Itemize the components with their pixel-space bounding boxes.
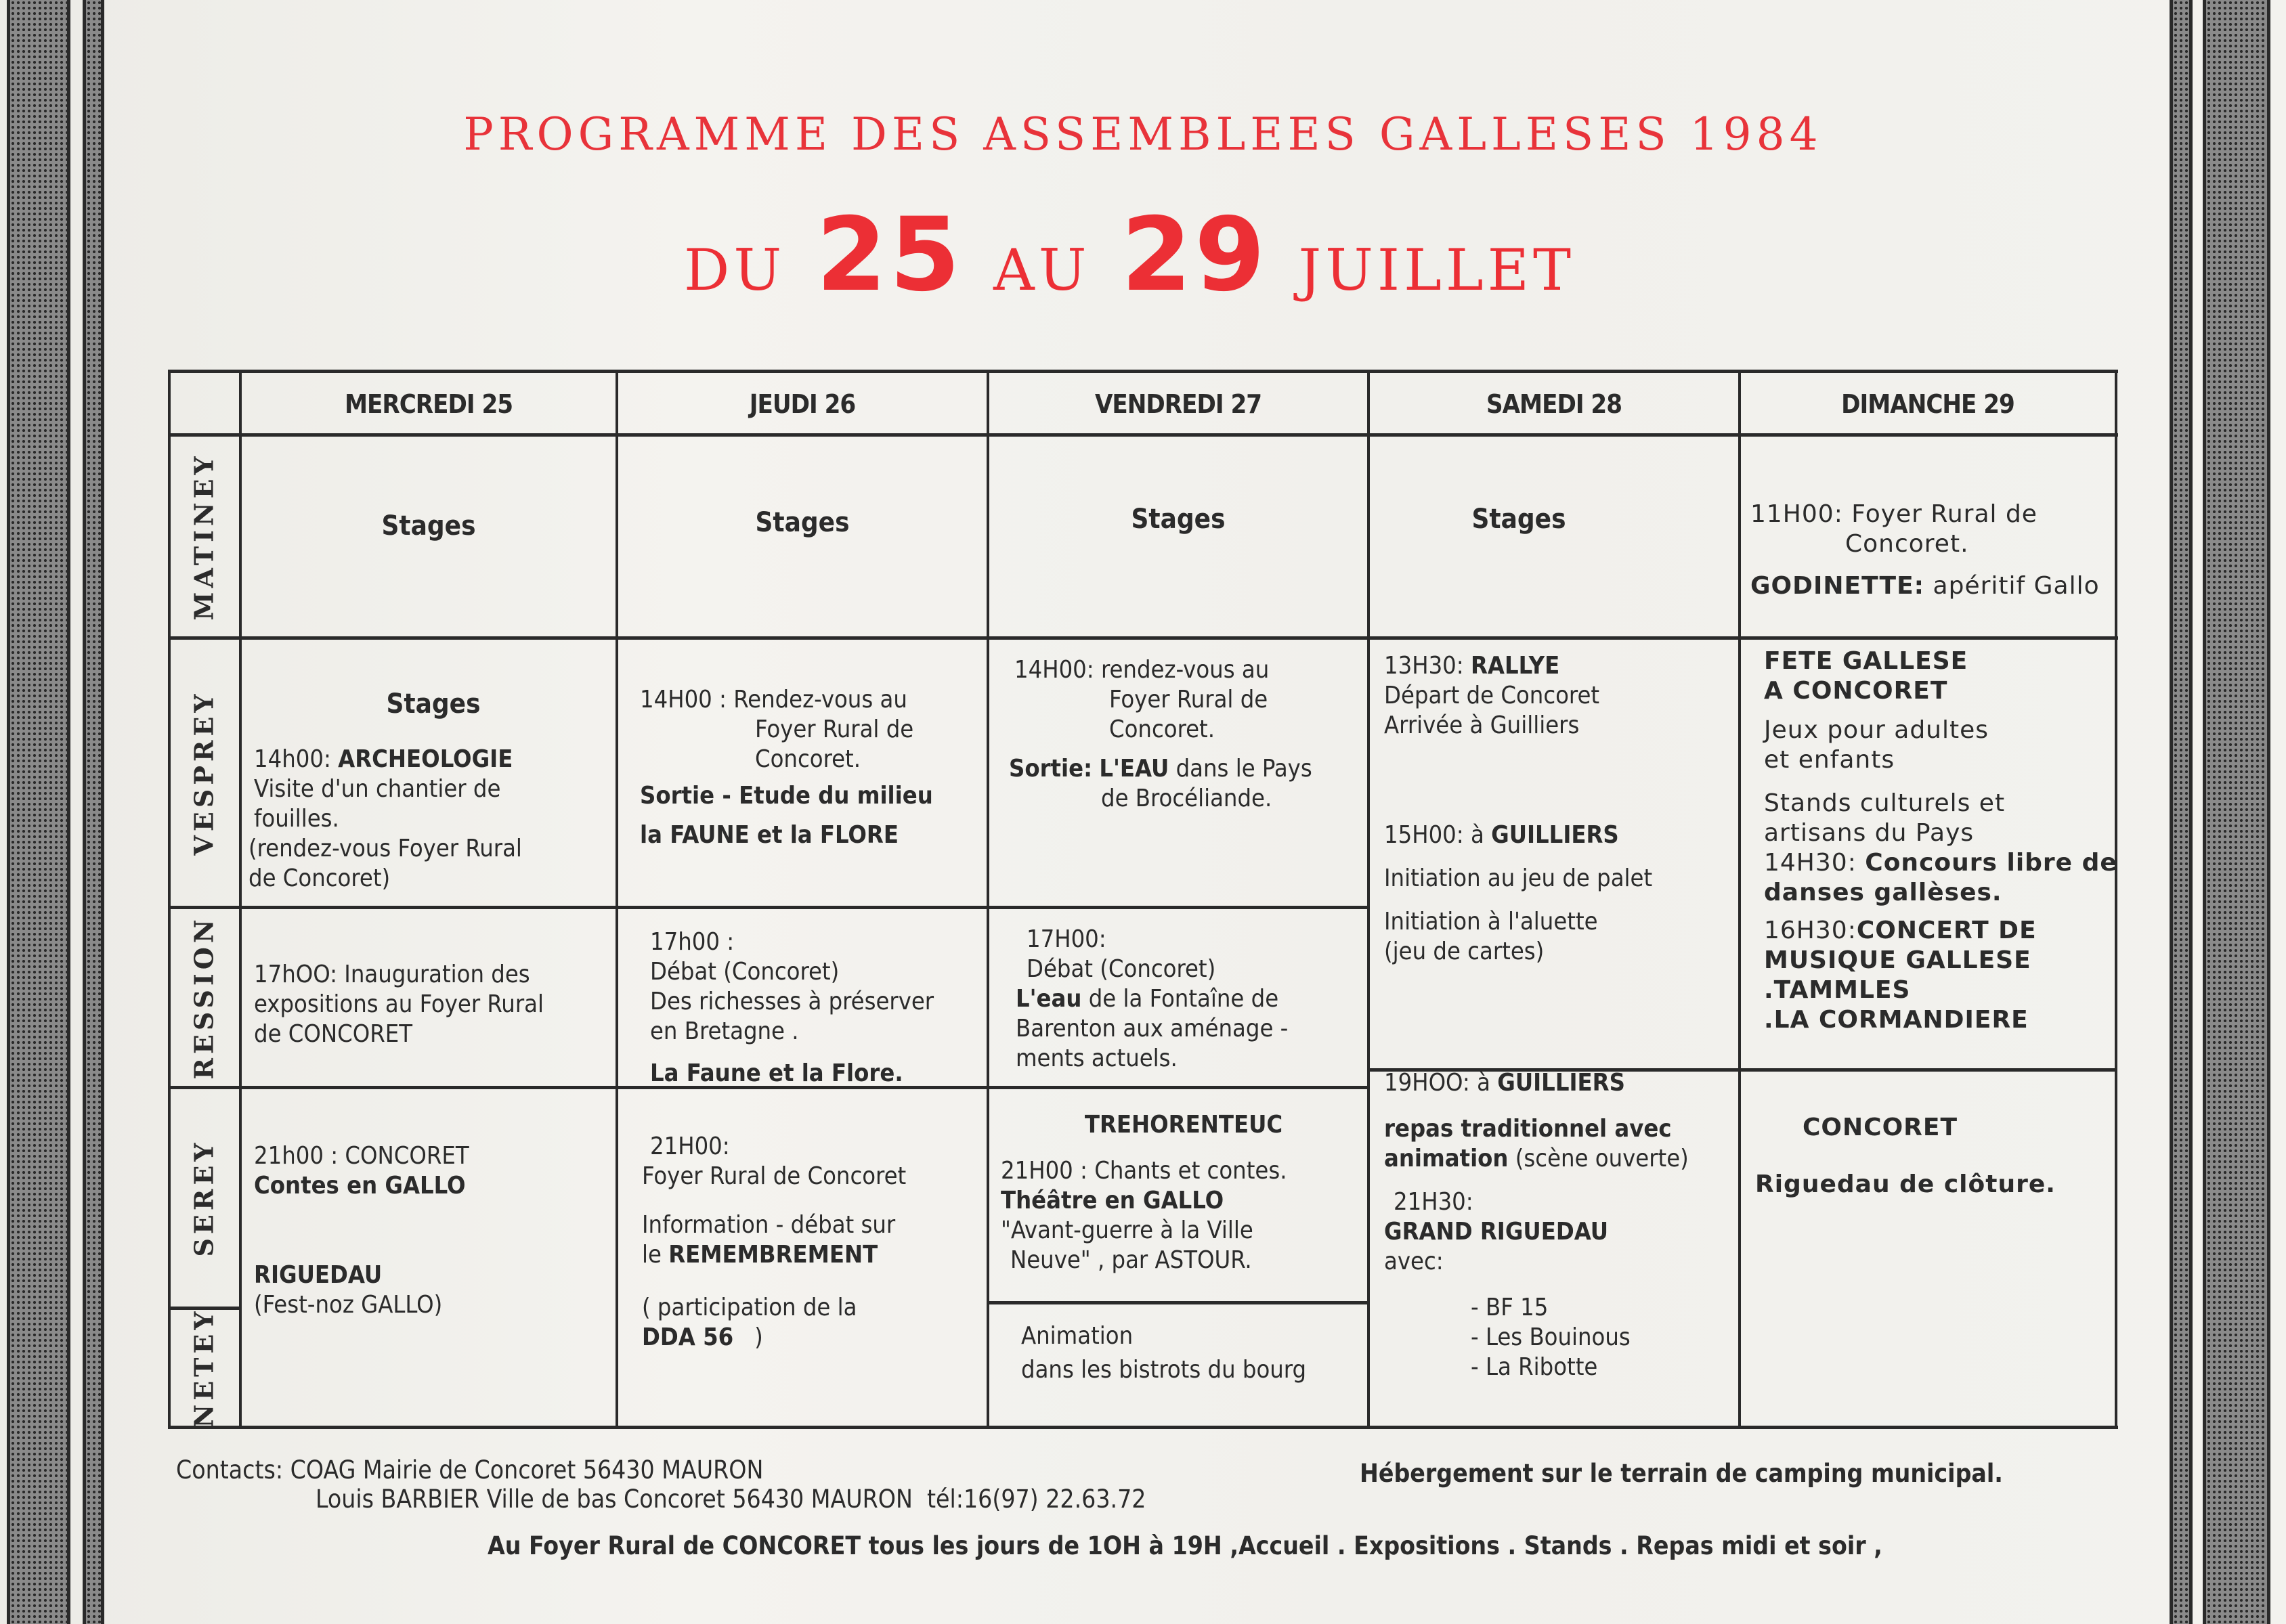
text: (rendez-vous Foyer Rural xyxy=(249,835,522,862)
text: RIGUEDAU xyxy=(254,1261,383,1289)
col-line-4 xyxy=(1738,370,1741,1429)
footer-lodging: Hébergement sur le terrain de camping municipal. xyxy=(1360,1459,2003,1488)
cell-vesprey-dimanche xyxy=(1764,646,2116,1035)
text: Information - débat sur xyxy=(642,1211,896,1239)
place: CONCORET xyxy=(1803,1114,1958,1141)
cell-serey-dimanche xyxy=(1755,1113,2114,1200)
text: Des richesses à préserver xyxy=(650,988,934,1015)
text: Concoret. xyxy=(1845,530,1969,558)
text: Foyer Rural de Concoret xyxy=(642,1162,907,1190)
band: .LA CORMANDIERE xyxy=(1764,1006,2029,1034)
text: Visite d'un chantier de xyxy=(254,775,501,803)
event: GUILLIERS xyxy=(1497,1069,1625,1097)
text: animation xyxy=(1384,1145,1509,1172)
text: (Fest-noz GALLO) xyxy=(254,1291,443,1319)
text: artisans du Pays xyxy=(1764,819,1975,847)
sortie-label: Sortie: xyxy=(1009,755,1093,783)
poster-title: PROGRAMME DES ASSEMBLEES GALLESES 1984 xyxy=(463,108,1823,160)
text: de Concoret) xyxy=(249,864,391,892)
day-header-vendredi: VENDREDI 27 xyxy=(1094,389,1262,419)
text: Départ de Concoret xyxy=(1384,682,1600,709)
heading: FETE GALLESE xyxy=(1764,647,1968,675)
table-border-bottom xyxy=(168,1426,2118,1429)
period-label-vesprey xyxy=(168,640,240,906)
heading: Stages xyxy=(386,688,481,720)
contact: COAG Mairie de Concoret 56430 MAURON xyxy=(290,1455,764,1485)
theme: la FAUNE et la FLORE xyxy=(640,821,899,849)
theme: La Faune et la Flore. xyxy=(650,1059,903,1087)
title-du: DU xyxy=(683,237,786,303)
cell-netey-vendredi xyxy=(1021,1321,1366,1385)
title-end-day: 29 xyxy=(1121,196,1268,314)
cell-ression-vendredi xyxy=(1016,925,1364,1074)
time: 16H30: xyxy=(1764,917,1857,944)
text: Barenton aux aménage - xyxy=(1016,1015,1289,1043)
place: TREHORENTEUC xyxy=(1084,1111,1283,1139)
text: 17hOO: Inauguration des xyxy=(254,961,530,988)
sortie: Sortie - Etude du milieu xyxy=(640,782,933,810)
time: 19HOO: à xyxy=(1384,1069,1490,1097)
time: 14h00: xyxy=(254,745,331,773)
godinette-label: GODINETTE: xyxy=(1750,572,1925,600)
text: repas traditionnel avec xyxy=(1384,1115,1672,1143)
text: dans le Pays xyxy=(1176,755,1312,783)
cell-vesprey-jeudi xyxy=(640,685,985,850)
text: de Brocéliande. xyxy=(1101,785,1272,812)
event: RALLYE xyxy=(1470,652,1560,680)
time: 17H00: xyxy=(1027,925,1106,953)
band-list xyxy=(1384,1293,1736,1382)
period-label-matiney xyxy=(168,437,240,636)
text: Débat (Concoret) xyxy=(1027,955,1216,983)
time: 14H00: xyxy=(1014,656,1094,684)
text: Initiation au jeu de palet xyxy=(1384,864,1653,892)
footer-daily-info: Au Foyer Rural de CONCORET tous les jours de 1OH à 19H ,Accueil . Expositions . Stands . Repas midi et soir , xyxy=(488,1531,1882,1560)
band: - BF 15 xyxy=(1471,1294,1549,1321)
text: rendez-vous au xyxy=(1100,656,1270,684)
text: Neuve" , par ASTOUR. xyxy=(1010,1246,1252,1274)
title-start-day: 25 xyxy=(816,196,963,314)
time: 21H30: xyxy=(1394,1188,1473,1216)
text: "Avant-guerre à la Ville xyxy=(1001,1216,1253,1244)
text: expositions au Foyer Rural xyxy=(254,990,544,1018)
contacts-label: Contacts: xyxy=(176,1455,284,1485)
text: Riguedau de clôture. xyxy=(1755,1170,2056,1198)
period-label-serey xyxy=(168,1089,240,1307)
text: dans les bistrots du bourg xyxy=(1021,1356,1307,1384)
period-text: MATINEY xyxy=(189,452,220,621)
day-header-jeudi: JEUDI 26 xyxy=(749,389,856,419)
event: GUILLIERS xyxy=(1491,821,1619,849)
text: Stands culturels et xyxy=(1764,789,2006,817)
text: de CONCORET xyxy=(254,1020,412,1048)
event: MUSIQUE GALLESE xyxy=(1764,946,2031,974)
period-text: SEREY xyxy=(189,1139,220,1257)
text: Chants et contes. xyxy=(1094,1157,1287,1185)
event: CONCERT DE xyxy=(1856,917,2037,944)
cell-serey-jeudi xyxy=(642,1132,987,1353)
cell-ression-jeudi xyxy=(650,927,989,1089)
footer-contact-2 xyxy=(316,1485,1146,1514)
text: avec: xyxy=(1384,1248,1444,1275)
period-label-ression xyxy=(168,909,240,1086)
text: et enfants xyxy=(1764,746,1895,774)
text: Concoret. xyxy=(1109,716,1215,743)
day-header-mercredi: MERCREDI 25 xyxy=(344,389,513,419)
cell-vesprey-samedi xyxy=(1384,651,1736,967)
sortie-bold: L'EAU xyxy=(1099,755,1169,783)
band: - La Ribotte xyxy=(1471,1353,1598,1381)
text: ments actuels. xyxy=(1016,1045,1178,1072)
text: Jeux pour adultes xyxy=(1764,716,1989,744)
cell-serey-vendredi xyxy=(1001,1110,1366,1275)
text: le xyxy=(642,1241,662,1269)
cell-matiney-mercredi: Stages xyxy=(381,510,476,542)
text: Foyer Rural de xyxy=(755,716,914,743)
text: Animation xyxy=(1021,1322,1134,1350)
vesprey-row-line xyxy=(168,906,1370,909)
cell-ression-mercredi xyxy=(254,960,620,1049)
text: Arrivée à Guilliers xyxy=(1384,711,1580,739)
bold-text: L'eau xyxy=(1016,985,1082,1013)
cell-vesprey-vendredi xyxy=(1009,655,1366,814)
heading: A CONCORET xyxy=(1764,677,1948,705)
text: (scène ouverte) xyxy=(1515,1145,1689,1172)
event: GRAND RIGUEDAU xyxy=(1384,1218,1608,1246)
contact: Louis BARBIER Ville de bas Concoret 56430 MAURON xyxy=(316,1485,913,1514)
time: 14H00 : xyxy=(640,686,727,714)
period-text: NETEY xyxy=(189,1307,220,1428)
phone: tél:16(97) 22.63.72 xyxy=(927,1485,1146,1514)
text: Rendez-vous au xyxy=(733,686,907,714)
title-month: JUILLET xyxy=(1298,237,1576,303)
band: .TAMMLES xyxy=(1764,976,1911,1004)
matiney-row-line xyxy=(168,636,2118,640)
text: Contes en GALLO xyxy=(254,1172,466,1200)
period-label-netey xyxy=(168,1307,240,1428)
text: de la Fontaîne de xyxy=(1088,985,1279,1013)
time: 14H30: xyxy=(1764,849,1857,877)
cell-serey-samedi xyxy=(1384,1068,1736,1382)
vendredi-netey-line xyxy=(987,1301,1369,1304)
text: Théâtre en GALLO xyxy=(1001,1187,1224,1214)
cell-serey-mercredi xyxy=(254,1141,613,1320)
event: danses gallèses. xyxy=(1764,879,2002,906)
time: 13H30: xyxy=(1384,652,1464,680)
time: 11H00: xyxy=(1750,500,1843,528)
cell-matiney-jeudi: Stages xyxy=(755,507,850,538)
footer-contact-1 xyxy=(176,1455,763,1485)
text: DDA 56 xyxy=(642,1323,734,1351)
text: en Bretagne . xyxy=(650,1017,799,1045)
cell-vesprey-mercredi xyxy=(249,688,613,894)
text: (jeu de cartes) xyxy=(1384,938,1545,965)
time: 17h00 : xyxy=(650,928,735,956)
cell-matiney-samedi: Stages xyxy=(1471,504,1566,535)
day-header-dimanche: DIMANCHE 29 xyxy=(1841,389,2014,419)
day-header-samedi: SAMEDI 28 xyxy=(1486,389,1622,419)
text: apéritif Gallo xyxy=(1933,572,2100,600)
remembrement: REMEMBREMENT xyxy=(668,1241,878,1269)
text: ) xyxy=(754,1323,763,1351)
text: Débat (Concoret) xyxy=(650,958,840,986)
date-range-title xyxy=(0,196,2286,314)
text: Initiation à l'aluette xyxy=(1384,908,1598,936)
period-text: RESSION xyxy=(189,915,219,1080)
event: ARCHEOLOGIE xyxy=(338,745,513,773)
cell-matiney-vendredi: Stages xyxy=(1131,504,1226,535)
time: 21H00 : xyxy=(1001,1157,1087,1185)
cell-matiney-dimanche xyxy=(1750,500,2116,601)
text: Foyer Rural de xyxy=(1851,500,2037,528)
period-text: VESPREY xyxy=(189,690,220,856)
text: ( participation de la xyxy=(642,1294,857,1321)
text: fouilles. xyxy=(254,805,339,833)
title-au: AU xyxy=(993,237,1091,303)
time: 15H00: à xyxy=(1384,821,1484,849)
text: Concoret. xyxy=(755,745,861,773)
text: 21h00 : CONCORET xyxy=(254,1142,469,1170)
text: Foyer Rural de xyxy=(1109,686,1268,714)
time: 21H00: xyxy=(650,1133,730,1160)
band: - Les Bouinous xyxy=(1471,1323,1631,1351)
event: Concours libre de xyxy=(1865,849,2117,877)
